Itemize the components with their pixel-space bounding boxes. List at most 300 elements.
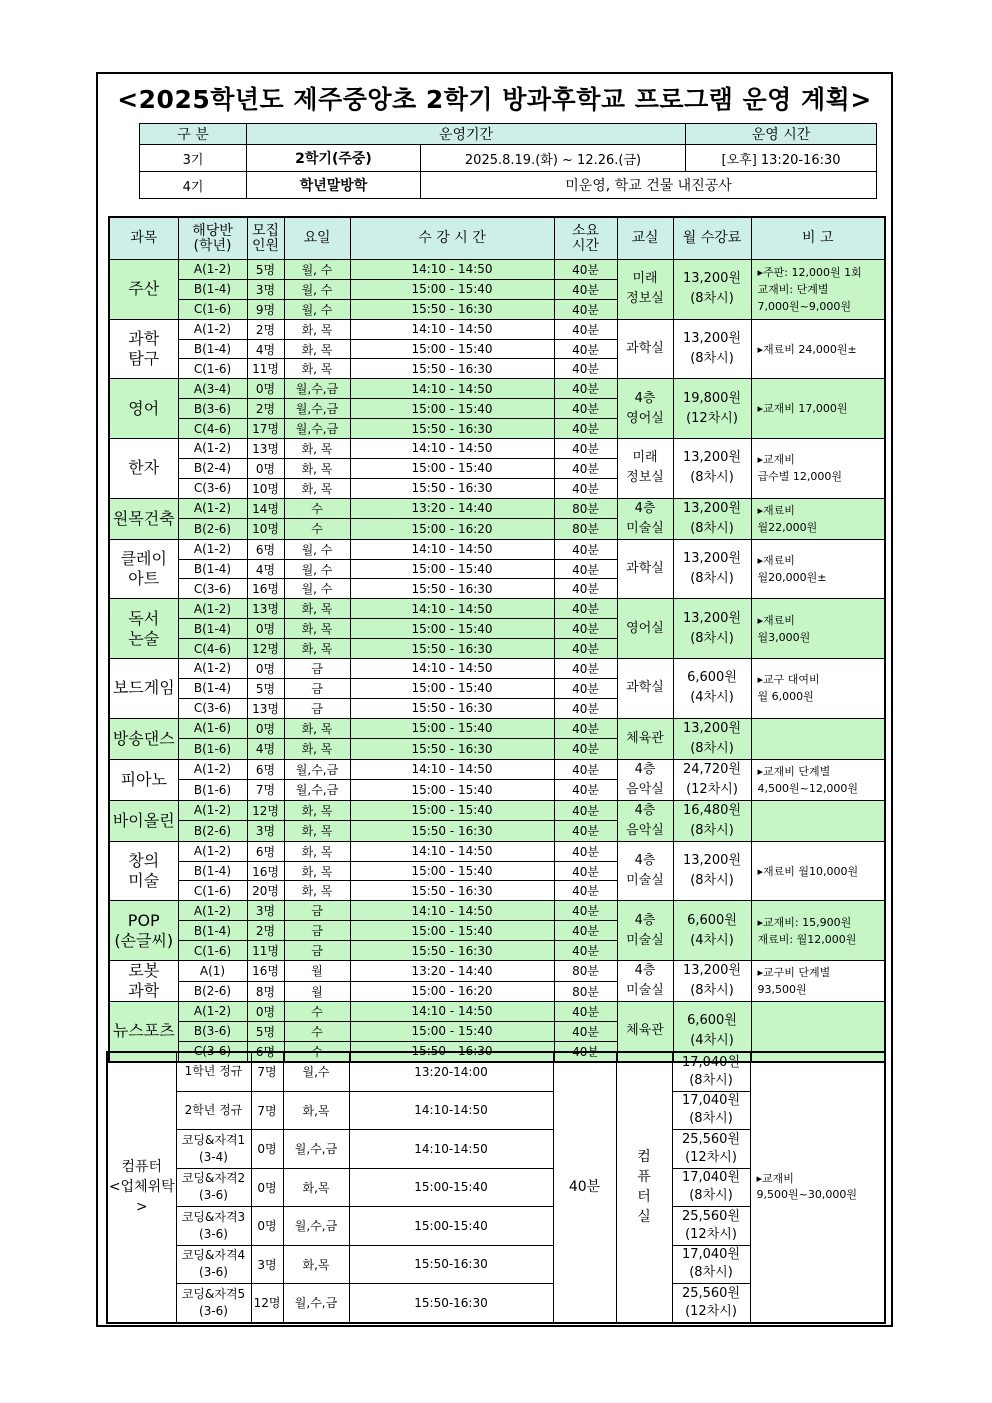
program: 코딩&자격2 (3-6) <box>176 1168 251 1207</box>
days: 화, 목 <box>284 841 350 861</box>
class-group: C(1-6) <box>178 941 247 961</box>
capacity: 0명 <box>251 1168 283 1207</box>
note: ▸재료비 월3,000원 <box>751 599 885 659</box>
class-time: 15:00 - 15:40 <box>350 458 554 478</box>
classroom: 영어실 <box>617 599 673 659</box>
table-row <box>109 439 885 459</box>
class-group: A(1-2) <box>178 1002 247 1022</box>
classroom: 4층 미술실 <box>617 901 673 961</box>
classroom: 체육관 <box>617 1002 673 1062</box>
days: 금 <box>284 698 350 718</box>
class-group: B(1-4) <box>178 921 247 941</box>
note: ▸재료비 월22,000원 <box>751 498 885 539</box>
days: 수 <box>284 1021 350 1041</box>
classroom: 4층 음악실 <box>617 800 673 841</box>
course-subject: 방송댄스 <box>109 718 178 759</box>
class-time: 14:10 - 14:50 <box>350 260 554 280</box>
class-time: 14:10-14:50 <box>349 1091 553 1130</box>
duration: 80분 <box>554 961 617 982</box>
note: ▸교재비: 15,900원 재료비: 월12,000원 <box>751 901 885 961</box>
days: 화,목 <box>283 1245 349 1284</box>
schedule-term: 3기 <box>140 145 247 172</box>
class-group: B(1-4) <box>178 678 247 698</box>
monthly-fee: 13,200원 (8차시) <box>673 498 751 539</box>
schedule-label: 2학기(주중) <box>247 145 421 172</box>
class-group: A(1-2) <box>178 841 247 861</box>
schedule-term: 4기 <box>140 172 247 199</box>
capacity: 17명 <box>247 419 284 439</box>
class-group: A(1-2) <box>178 800 247 821</box>
class-time: 15:00 - 15:40 <box>350 619 554 639</box>
capacity: 3명 <box>247 821 284 842</box>
duration: 40분 <box>554 478 617 498</box>
days: 화, 목 <box>284 478 350 498</box>
days: 월,수,금 <box>284 759 350 780</box>
note <box>751 718 885 759</box>
days: 월 <box>284 981 350 1002</box>
class-group: A(1) <box>178 961 247 982</box>
computer-table <box>106 1051 886 1324</box>
schedule-table <box>139 123 877 199</box>
class-time: 14:10 - 14:50 <box>350 539 554 559</box>
class-time: 15:50 - 16:30 <box>350 478 554 498</box>
class-time: 15:50-16:30 <box>349 1245 553 1284</box>
program: 1학년 정규 <box>176 1052 251 1091</box>
course-subject: 독서 논술 <box>109 599 178 659</box>
table-row <box>109 800 885 821</box>
days: 금 <box>284 941 350 961</box>
note: ▸주판: 12,000원 1회 교재비: 단계별 7,000원~9,000원 <box>751 260 885 320</box>
class-time: 14:10-14:50 <box>349 1130 553 1169</box>
duration: 40분 <box>554 299 617 319</box>
class-group: A(3-4) <box>178 379 247 399</box>
capacity: 13명 <box>247 599 284 619</box>
table-row <box>109 498 885 519</box>
class-time: 15:00 - 15:40 <box>350 921 554 941</box>
days: 화, 목 <box>284 619 350 639</box>
days: 월, 수 <box>284 260 350 280</box>
duration: 40분 <box>554 780 617 801</box>
class-group: B(1-4) <box>178 861 247 881</box>
schedule-time: [오후] 13:20-16:30 <box>686 145 877 172</box>
duration: 40분 <box>554 718 617 739</box>
capacity: 20명 <box>247 881 284 901</box>
table-row <box>109 319 885 339</box>
program: 2학년 정규 <box>176 1091 251 1130</box>
monthly-fee: 17,040원 (8차시) <box>672 1052 750 1091</box>
monthly-fee: 13,200원 (8차시) <box>673 539 751 599</box>
class-group: B(2-6) <box>178 519 247 540</box>
classroom: 미래 정보실 <box>617 439 673 499</box>
monthly-fee: 24,720원 (12차시) <box>673 759 751 800</box>
days: 월,수,금 <box>284 419 350 439</box>
days: 월,수,금 <box>284 780 350 801</box>
days: 화, 목 <box>284 359 350 379</box>
schedule-label: 학년말방학 <box>247 172 421 199</box>
class-time: 14:10 - 14:50 <box>350 599 554 619</box>
capacity: 3명 <box>247 901 284 921</box>
duration: 40분 <box>554 1002 617 1022</box>
days: 월 <box>284 961 350 982</box>
class-time: 14:10 - 14:50 <box>350 379 554 399</box>
days: 화, 목 <box>284 821 350 842</box>
class-time: 15:00 - 15:40 <box>350 279 554 299</box>
days: 월,수,금 <box>283 1284 349 1323</box>
duration: 40분 <box>554 379 617 399</box>
days: 수 <box>284 498 350 519</box>
duration: 40분 <box>554 319 617 339</box>
class-time: 15:50 - 16:30 <box>350 299 554 319</box>
days: 금 <box>284 901 350 921</box>
header-capacity: 모집 인원 <box>247 217 284 260</box>
capacity: 5명 <box>247 1021 284 1041</box>
capacity: 16명 <box>247 961 284 982</box>
header-time: 수 강 시 간 <box>350 217 554 260</box>
header-fee: 월 수강료 <box>673 217 751 260</box>
days: 월,수,금 <box>284 399 350 419</box>
class-time: 15:50 - 16:30 <box>350 1041 554 1061</box>
classroom: 과학실 <box>617 319 673 379</box>
header-days: 요일 <box>284 217 350 260</box>
course-subject: 보드게임 <box>109 659 178 719</box>
duration: 40분 <box>554 1021 617 1041</box>
duration: 40분 <box>554 439 617 459</box>
duration: 40분 <box>554 458 617 478</box>
note: ▸교재비 9,500원~30,000원 <box>750 1052 885 1323</box>
class-time: 13:20 - 14:40 <box>350 498 554 519</box>
days: 수 <box>284 1002 350 1022</box>
duration: 40분 <box>554 921 617 941</box>
course-subject: 뉴스포츠 <box>109 1002 178 1062</box>
days: 월, 수 <box>284 299 350 319</box>
monthly-fee: 13,200원 (8차시) <box>673 718 751 759</box>
note <box>751 800 885 841</box>
duration: 40분 <box>554 841 617 861</box>
capacity: 7명 <box>247 780 284 801</box>
header-class: 해당반 (학년) <box>178 217 247 260</box>
duration: 40분 <box>554 619 617 639</box>
duration: 40분 <box>554 339 617 359</box>
class-time: 14:10 - 14:50 <box>350 1002 554 1022</box>
course-subject: 과학 탐구 <box>109 319 178 379</box>
capacity: 6명 <box>247 759 284 780</box>
class-group: A(1-2) <box>178 659 247 679</box>
class-time: 14:10 - 14:50 <box>350 439 554 459</box>
course-subject: 로봇 과학 <box>109 961 178 1002</box>
class-group: A(1-2) <box>178 498 247 519</box>
class-time: 15:00 - 16:20 <box>350 519 554 540</box>
days: 월,수,금 <box>284 379 350 399</box>
days: 화, 목 <box>284 861 350 881</box>
table-row <box>109 1002 885 1022</box>
program: 코딩&자격5 (3-6) <box>176 1284 251 1323</box>
days: 화, 목 <box>284 319 350 339</box>
duration: 40분 <box>554 279 617 299</box>
header-subject: 과목 <box>109 217 178 260</box>
class-time: 15:00 - 15:40 <box>350 800 554 821</box>
days: 금 <box>284 659 350 679</box>
days: 월, 수 <box>284 279 350 299</box>
monthly-fee: 6,600원 (4차시) <box>673 901 751 961</box>
class-group: B(3-6) <box>178 1021 247 1041</box>
class-group: C(1-6) <box>178 299 247 319</box>
monthly-fee: 25,560원 (12차시) <box>672 1207 750 1246</box>
table-header-row <box>109 217 885 260</box>
days: 화, 목 <box>284 639 350 659</box>
days: 화, 목 <box>284 599 350 619</box>
duration: 40분 <box>554 359 617 379</box>
class-time: 15:00 - 15:40 <box>350 559 554 579</box>
capacity: 0명 <box>247 1002 284 1022</box>
duration: 40분 <box>554 739 617 760</box>
duration: 80분 <box>554 981 617 1002</box>
capacity: 10명 <box>247 519 284 540</box>
capacity: 13명 <box>247 439 284 459</box>
course-subject: 한자 <box>109 439 178 499</box>
class-group: C(3-6) <box>178 698 247 718</box>
header-room: 교실 <box>617 217 673 260</box>
class-group: C(3-6) <box>178 1041 247 1061</box>
duration: 40분 <box>554 419 617 439</box>
capacity: 0명 <box>247 659 284 679</box>
monthly-fee: 13,200원 (8차시) <box>673 260 751 320</box>
monthly-fee: 17,040원 (8차시) <box>672 1091 750 1130</box>
schedule-header-division: 구 분 <box>140 124 247 145</box>
duration: 40분 <box>554 881 617 901</box>
class-group: B(1-6) <box>178 739 247 760</box>
class-group: A(1-2) <box>178 599 247 619</box>
table-row <box>109 901 885 921</box>
capacity: 6명 <box>247 1041 284 1061</box>
duration: 40분 <box>554 399 617 419</box>
monthly-fee: 25,560원 (12차시) <box>672 1284 750 1323</box>
note: ▸교구 대여비 월 6,000원 <box>751 659 885 719</box>
note: ▸재료비 24,000원± <box>751 319 885 379</box>
monthly-fee: 13,200원 (8차시) <box>673 841 751 901</box>
capacity: 7명 <box>251 1091 283 1130</box>
days: 화, 목 <box>284 881 350 901</box>
note: ▸교재비 17,000원 <box>751 379 885 439</box>
duration: 40분 <box>554 539 617 559</box>
class-time: 15:00-15:40 <box>349 1168 553 1207</box>
class-group: A(1-2) <box>178 319 247 339</box>
capacity: 14명 <box>247 498 284 519</box>
table-row <box>109 759 885 780</box>
monthly-fee: 16,480원 (8차시) <box>673 800 751 841</box>
class-group: C(1-6) <box>178 359 247 379</box>
days: 월,수,금 <box>283 1207 349 1246</box>
days: 월,수,금 <box>283 1130 349 1169</box>
monthly-fee: 13,200원 (8차시) <box>673 961 751 1002</box>
class-time: 14:10 - 14:50 <box>350 901 554 921</box>
class-group: A(1-2) <box>178 260 247 280</box>
class-group: B(1-4) <box>178 339 247 359</box>
schedule-header-period: 운영기간 <box>247 124 686 145</box>
class-group: B(1-6) <box>178 780 247 801</box>
capacity: 3명 <box>247 279 284 299</box>
monthly-fee: 25,560원 (12차시) <box>672 1130 750 1169</box>
duration: 40분 <box>554 821 617 842</box>
class-time: 15:50 - 16:30 <box>350 941 554 961</box>
days: 월, 수 <box>284 579 350 599</box>
class-group: B(3-6) <box>178 399 247 419</box>
table-row <box>109 659 885 679</box>
class-time: 14:10 - 14:50 <box>350 841 554 861</box>
duration: 80분 <box>554 519 617 540</box>
monthly-fee: 19,800원 (12차시) <box>673 379 751 439</box>
duration: 40분 <box>554 639 617 659</box>
days: 월, 수 <box>284 559 350 579</box>
schedule-period: 2025.8.19.(화) ~ 12.26.(금) <box>421 145 686 172</box>
class-time: 14:10 - 14:50 <box>350 759 554 780</box>
capacity: 9명 <box>247 299 284 319</box>
duration: 40분 <box>554 559 617 579</box>
duration: 40분 <box>554 861 617 881</box>
class-time: 15:50 - 16:30 <box>350 639 554 659</box>
capacity: 7명 <box>251 1052 283 1091</box>
capacity: 5명 <box>247 260 284 280</box>
program: 코딩&자격3 (3-6) <box>176 1207 251 1246</box>
classroom: 4층 음악실 <box>617 759 673 800</box>
class-time: 15:00 - 15:40 <box>350 1021 554 1041</box>
capacity: 8명 <box>247 981 284 1002</box>
classroom: 4층 미술실 <box>617 498 673 539</box>
days: 화, 목 <box>284 439 350 459</box>
class-group: B(2-4) <box>178 458 247 478</box>
class-group: C(3-6) <box>178 478 247 498</box>
days: 수 <box>284 519 350 540</box>
class-time: 15:00 - 15:40 <box>350 678 554 698</box>
capacity: 2명 <box>247 319 284 339</box>
course-subject: 주산 <box>109 260 178 320</box>
class-time: 15:00 - 15:40 <box>350 861 554 881</box>
duration: 40분 <box>554 941 617 961</box>
table-row <box>109 841 885 861</box>
class-time: 13:20 - 14:40 <box>350 961 554 982</box>
days: 화, 목 <box>284 739 350 760</box>
capacity: 11명 <box>247 359 284 379</box>
duration: 40분 <box>554 599 617 619</box>
duration: 40분 <box>554 800 617 821</box>
days: 화,목 <box>283 1168 349 1207</box>
course-subject: 영어 <box>109 379 178 439</box>
classroom: 과학실 <box>617 539 673 599</box>
capacity: 6명 <box>247 539 284 559</box>
classroom: 4층 미술실 <box>617 841 673 901</box>
days: 월, 수 <box>284 539 350 559</box>
capacity: 4명 <box>247 739 284 760</box>
class-time: 15:00 - 16:20 <box>350 981 554 1002</box>
schedule-header-time: 운영 시간 <box>686 124 877 145</box>
course-subject: 클레이 아트 <box>109 539 178 599</box>
class-group: A(1-2) <box>178 759 247 780</box>
duration: 40분 <box>554 659 617 679</box>
class-time: 15:50 - 16:30 <box>350 579 554 599</box>
capacity: 3명 <box>251 1245 283 1284</box>
duration: 40분 <box>554 759 617 780</box>
classroom: 체육관 <box>617 718 673 759</box>
days: 화, 목 <box>284 800 350 821</box>
program: 코딩&자격1 (3-4) <box>176 1130 251 1169</box>
class-time: 15:50 - 16:30 <box>350 419 554 439</box>
class-group: A(1-6) <box>178 718 247 739</box>
class-time: 15:50 - 16:30 <box>350 881 554 901</box>
duration: 40분 <box>554 901 617 921</box>
table-row <box>107 1052 885 1091</box>
class-group: A(1-2) <box>178 901 247 921</box>
class-group: C(4-6) <box>178 639 247 659</box>
duration: 80분 <box>554 498 617 519</box>
days: 화, 목 <box>284 339 350 359</box>
program: 코딩&자격4 (3-6) <box>176 1245 251 1284</box>
monthly-fee: 17,040원 (8차시) <box>672 1245 750 1284</box>
class-time: 15:00 - 15:40 <box>350 339 554 359</box>
class-group: C(3-6) <box>178 579 247 599</box>
capacity: 12명 <box>251 1284 283 1323</box>
monthly-fee: 6,600원 (4차시) <box>673 1002 751 1062</box>
class-group: B(1-4) <box>178 279 247 299</box>
class-time: 14:10 - 14:50 <box>350 319 554 339</box>
header-duration: 소요 시간 <box>554 217 617 260</box>
capacity: 6명 <box>247 841 284 861</box>
capacity: 11명 <box>247 941 284 961</box>
class-time: 13:20-14:00 <box>349 1052 553 1091</box>
course-subject: 창의 미술 <box>109 841 178 901</box>
duration: 40분 <box>554 260 617 280</box>
class-group: B(2-6) <box>178 821 247 842</box>
course-subject: 피아노 <box>109 759 178 800</box>
capacity: 0명 <box>251 1130 283 1169</box>
capacity: 12명 <box>247 639 284 659</box>
days: 월,수 <box>283 1052 349 1091</box>
header-note: 비 고 <box>751 217 885 260</box>
classroom: 과학실 <box>617 659 673 719</box>
capacity: 10명 <box>247 478 284 498</box>
capacity: 0명 <box>247 458 284 478</box>
table-row <box>109 379 885 399</box>
class-group: C(4-6) <box>178 419 247 439</box>
table-row <box>109 260 885 280</box>
days: 화, 목 <box>284 718 350 739</box>
note: ▸재료비 월20,000원± <box>751 539 885 599</box>
capacity: 2명 <box>247 399 284 419</box>
course-subject: 원목건축 <box>109 498 178 539</box>
course-table <box>108 216 886 1063</box>
monthly-fee: 17,040원 (8차시) <box>672 1168 750 1207</box>
duration: 40분 <box>554 1041 617 1061</box>
capacity: 16명 <box>247 579 284 599</box>
days: 금 <box>284 921 350 941</box>
class-time: 15:50-16:30 <box>349 1284 553 1323</box>
note: ▸교재비 단계별 4,500원~12,000원 <box>751 759 885 800</box>
capacity: 2명 <box>247 921 284 941</box>
course-subject: 바이올린 <box>109 800 178 841</box>
capacity: 0명 <box>247 718 284 739</box>
class-group: B(1-4) <box>178 619 247 639</box>
schedule-period: 미운영, 학교 건물 내진공사 <box>421 172 877 199</box>
capacity: 0명 <box>247 619 284 639</box>
course-subject: 컴퓨터 <업체위탁> <box>107 1052 176 1323</box>
classroom: 4층 미술실 <box>617 961 673 1002</box>
monthly-fee: 6,600원 (4차시) <box>673 659 751 719</box>
note: ▸교구비 단계별 93,500원 <box>751 961 885 1002</box>
capacity: 13명 <box>247 698 284 718</box>
class-group: B(2-6) <box>178 981 247 1002</box>
class-time: 15:00 - 15:40 <box>350 718 554 739</box>
days: 화, 목 <box>284 458 350 478</box>
capacity: 5명 <box>247 678 284 698</box>
class-time: 15:50 - 16:30 <box>350 359 554 379</box>
